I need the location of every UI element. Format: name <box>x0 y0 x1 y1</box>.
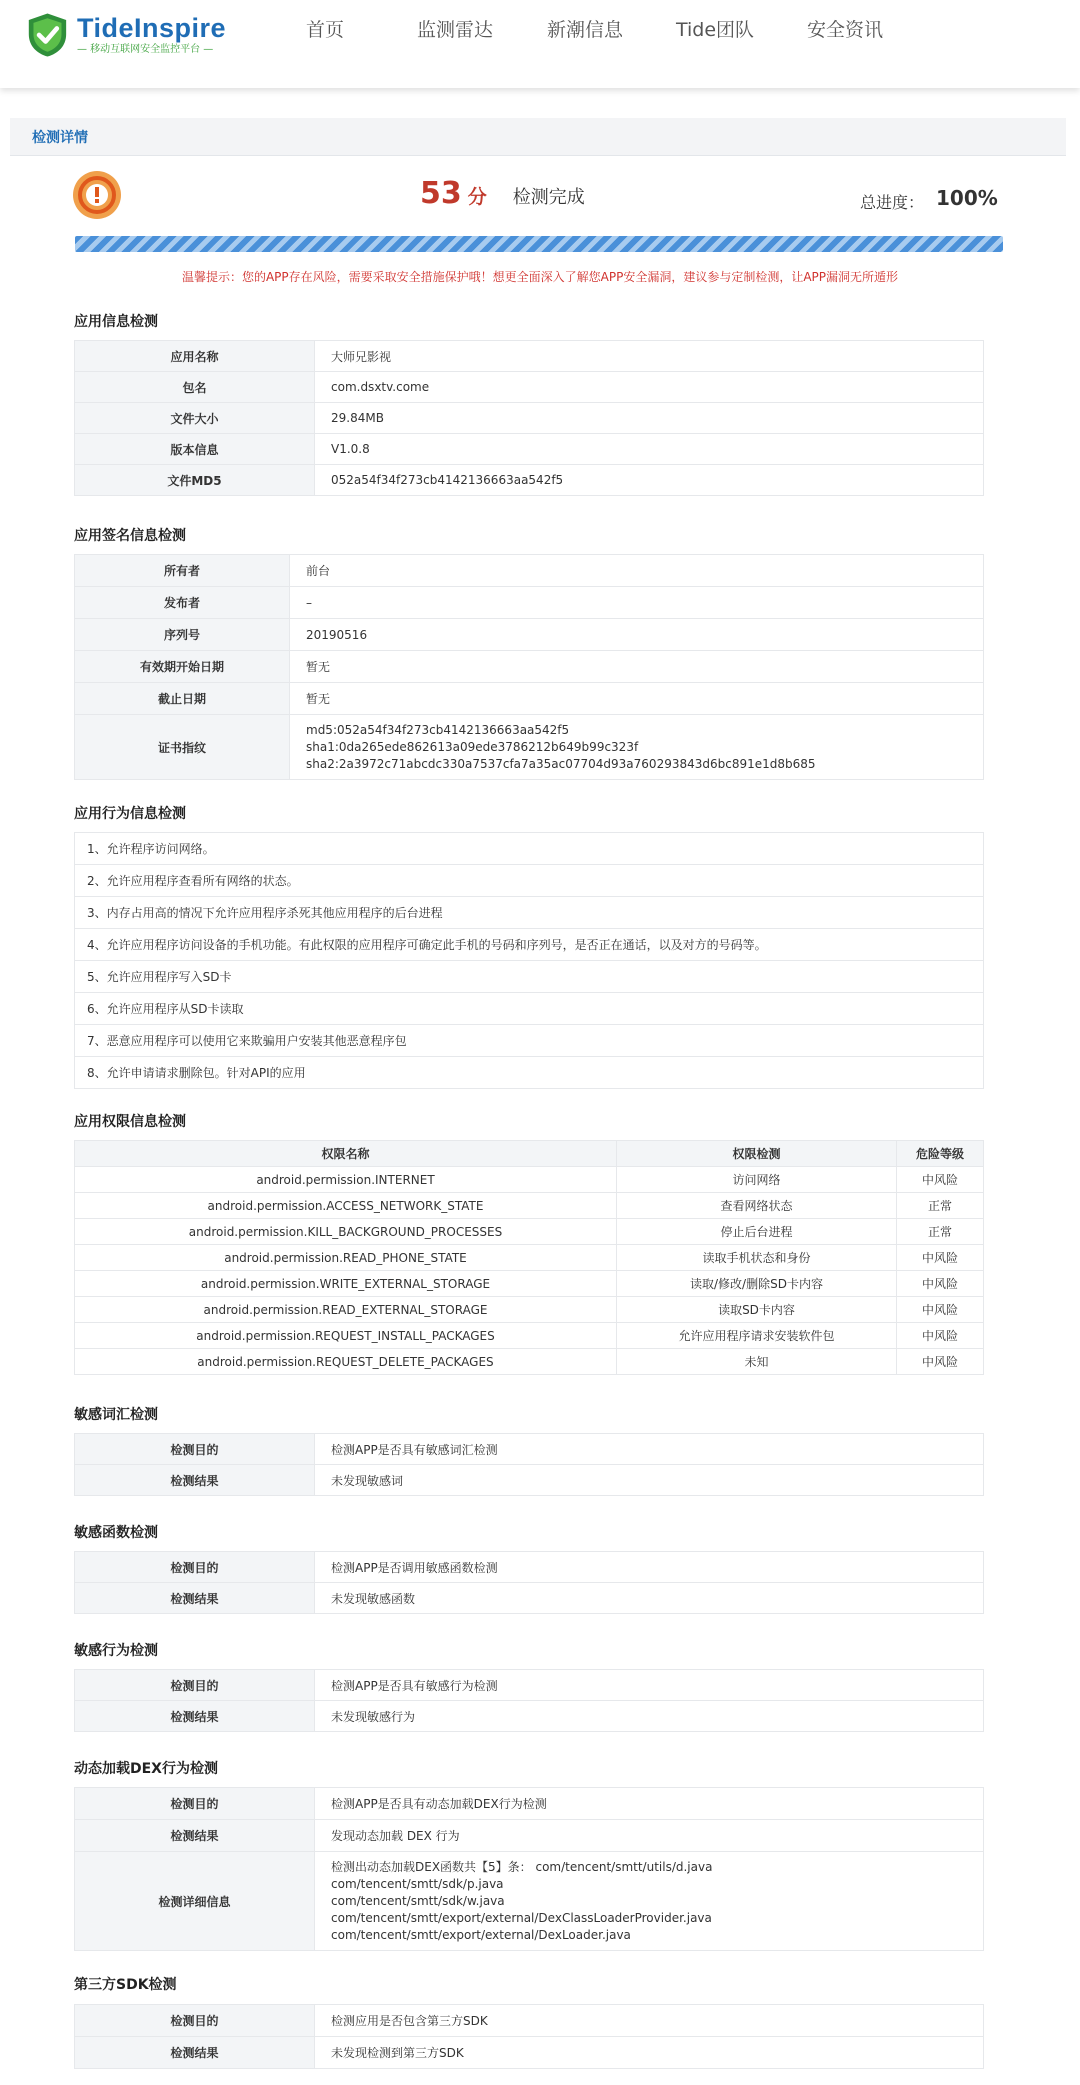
behavior-item: 1、允许程序访问网络。 <box>75 833 984 865</box>
sdk-title: 第三方SDK检测 <box>74 1977 177 1993</box>
behavior-title: 应用行为信息检测 <box>74 806 186 822</box>
sensitive-words-title: 敏感词汇检测 <box>74 1407 158 1423</box>
table-row <box>75 1788 984 1820</box>
sensitive-funcs-title: 敏感函数检测 <box>74 1525 158 1541</box>
cert-sha2: sha2:2a3972c71abcdc330a7537cfa7a35ac07704d93a760293843d6bc891e1d8b685 <box>306 756 816 771</box>
col-header-permission: 权限名称 <box>75 1141 617 1167</box>
behavior-item: 8、允许申请请求删除包。针对API的应用 <box>75 1057 984 1089</box>
behavior-item: 6、允许应用程序从SD卡读取 <box>75 993 984 1025</box>
table-row <box>75 434 984 465</box>
table-row <box>75 619 984 651</box>
row-key: 截止日期 <box>75 683 290 715</box>
table-row <box>75 1167 984 1193</box>
score-unit: 分 <box>467 186 487 208</box>
row-key: 检测结果 <box>75 1583 315 1614</box>
permission-name: android.permission.REQUEST_DELETE_PACKAGES <box>75 1349 617 1375</box>
score-value: 53 <box>420 176 462 211</box>
row-value: 未发现敏感行为 <box>315 1701 984 1732</box>
cert-md5: md5:052a54f34f273cb4142136663aa542f5 <box>306 722 570 737</box>
row-key: 证书指纹 <box>75 715 290 780</box>
permission-check: 查看网络状态 <box>617 1193 897 1219</box>
row-key: 检测目的 <box>75 1552 315 1583</box>
risk-level: 正常 <box>897 1219 984 1245</box>
row-key: 有效期开始日期 <box>75 651 290 683</box>
risk-level: 中风险 <box>897 1245 984 1271</box>
dex-title: 动态加载DEX行为检测 <box>74 1761 218 1777</box>
dex-detail <box>315 1852 984 1951</box>
row-value: – <box>290 587 984 619</box>
row-key: 发布者 <box>75 587 290 619</box>
row-key: 所有者 <box>75 555 290 587</box>
row-value: 20190516 <box>290 619 984 651</box>
table-row <box>75 1465 984 1496</box>
score-display <box>420 176 585 216</box>
row-value: 未发现检测到第三方SDK <box>315 2037 984 2069</box>
risk-level: 中风险 <box>897 1297 984 1323</box>
progress-fill <box>75 236 1003 252</box>
permission-check: 未知 <box>617 1349 897 1375</box>
table-row <box>75 1701 984 1732</box>
row-value: 检测APP是否具有动态加载DEX行为检测 <box>315 1788 984 1820</box>
row-key: 检测结果 <box>75 1465 315 1496</box>
table-row <box>75 683 984 715</box>
risk-level: 中风险 <box>897 1167 984 1193</box>
shield-check-icon <box>26 10 69 60</box>
table-row <box>75 465 984 496</box>
dex-detail-line: com/tencent/smtt/sdk/w.java <box>331 1893 505 1908</box>
sdk-table <box>74 2004 984 2069</box>
table-row <box>75 2005 984 2037</box>
list-item <box>75 865 984 897</box>
permission-name: android.permission.ACCESS_NETWORK_STATE <box>75 1193 617 1219</box>
behavior-table <box>74 832 984 1089</box>
table-row <box>75 651 984 683</box>
risk-level: 正常 <box>897 1193 984 1219</box>
row-value: 052a54f34f273cb4142136663aa542f5 <box>315 465 984 496</box>
table-row <box>75 341 984 372</box>
risk-level: 中风险 <box>897 1349 984 1375</box>
table-row <box>75 1323 984 1349</box>
cert-sha1: sha1:0da265ede862613a09ede3786212b649b99c323f <box>306 739 639 754</box>
dex-table <box>74 1787 984 1951</box>
row-value: 前台 <box>290 555 984 587</box>
table-row <box>75 1245 984 1271</box>
row-value: 暂无 <box>290 683 984 715</box>
logo-subtitle: — 移动互联网安全监控平台 — <box>76 44 214 55</box>
row-value: 检测APP是否具有敏感行为检测 <box>315 1670 984 1701</box>
behavior-item: 2、允许应用程序查看所有网络的状态。 <box>75 865 984 897</box>
table-row <box>75 1271 984 1297</box>
behavior-item: 3、内存占用高的情况下允许应用程序杀死其他应用程序的后台进程 <box>75 897 984 929</box>
section-title: 检测详情 <box>32 130 88 146</box>
row-key: 应用名称 <box>75 341 315 372</box>
permission-name: android.permission.KILL_BACKGROUND_PROCESSES <box>75 1219 617 1245</box>
table-row <box>75 587 984 619</box>
row-key: 检测结果 <box>75 1701 315 1732</box>
list-item <box>75 833 984 865</box>
dex-detail-line: com/tencent/smtt/sdk/p.java <box>331 1876 504 1891</box>
table-row <box>75 555 984 587</box>
dex-detail-line: com/tencent/smtt/export/external/DexLoader.java <box>331 1927 631 1942</box>
site-logo[interactable] <box>26 8 226 62</box>
row-key: 检测目的 <box>75 2005 315 2037</box>
permission-name: android.permission.INTERNET <box>75 1167 617 1193</box>
table-row <box>75 1820 984 1852</box>
dex-detail-line: com/tencent/smtt/export/external/DexClassLoaderProvider.java <box>331 1910 712 1925</box>
section-header <box>10 118 1066 156</box>
sensitive-behav-title: 敏感行为检测 <box>74 1643 158 1659</box>
permission-name: android.permission.REQUEST_INSTALL_PACKAGES <box>75 1323 617 1349</box>
permission-check: 读取/修改/删除SD卡内容 <box>617 1271 897 1297</box>
row-key: 包名 <box>75 372 315 403</box>
list-item <box>75 961 984 993</box>
list-item <box>75 1057 984 1089</box>
permissions-table <box>74 1140 984 1375</box>
nav-news[interactable]: 新潮信息 <box>546 19 623 41</box>
table-row <box>75 1297 984 1323</box>
col-header-check: 权限检测 <box>617 1141 897 1167</box>
row-value: V1.0.8 <box>315 434 984 465</box>
row-value: 检测APP是否具有敏感词汇检测 <box>315 1434 984 1465</box>
table-row <box>75 403 984 434</box>
row-key: 版本信息 <box>75 434 315 465</box>
sensitive-words-table <box>74 1433 984 1496</box>
row-key: 检测目的 <box>75 1670 315 1701</box>
table-row <box>75 1349 984 1375</box>
permission-check: 允许应用程序请求安装软件包 <box>617 1323 897 1349</box>
table-row <box>75 1434 984 1465</box>
permission-name: android.permission.WRITE_EXTERNAL_STORAGE <box>75 1271 617 1297</box>
table-row <box>75 1219 984 1245</box>
dex-detail-line: 检测出动态加载DEX函数共【5】条： com/tencent/smtt/utils/d.java <box>331 1859 713 1874</box>
app-info-table <box>74 340 984 496</box>
row-value: 29.84MB <box>315 403 984 434</box>
row-key: 文件MD5 <box>75 465 315 496</box>
row-value: 发现动态加载 DEX 行为 <box>315 1820 984 1852</box>
permission-check: 访问网络 <box>617 1167 897 1193</box>
nav-radar[interactable]: 监测雷达 <box>416 19 493 41</box>
nav-security-news[interactable]: 安全资讯 <box>806 19 883 41</box>
table-row <box>75 372 984 403</box>
permission-check: 读取手机状态和身份 <box>617 1245 897 1271</box>
nav-home[interactable]: 首页 <box>305 19 344 41</box>
app-info-title: 应用信息检测 <box>74 314 158 330</box>
progress-value: 100% <box>936 186 998 210</box>
row-value: 检测APP是否调用敏感函数检测 <box>315 1552 984 1583</box>
sign-info-title: 应用签名信息检测 <box>74 528 186 544</box>
list-item <box>75 897 984 929</box>
row-key: 文件大小 <box>75 403 315 434</box>
permission-check: 读取SD卡内容 <box>617 1297 897 1323</box>
permission-check: 停止后台进程 <box>617 1219 897 1245</box>
behavior-item: 7、恶意应用程序可以使用它来欺骗用户安装其他恶意程序包 <box>75 1025 984 1057</box>
progress-bar <box>75 236 1003 252</box>
table-row <box>75 2037 984 2069</box>
table-row <box>75 1670 984 1701</box>
row-value: 未发现敏感函数 <box>315 1583 984 1614</box>
col-header-risk: 危险等级 <box>897 1141 984 1167</box>
permission-name: android.permission.READ_EXTERNAL_STORAGE <box>75 1297 617 1323</box>
cert-fingerprint <box>290 715 984 780</box>
behavior-item: 5、允许应用程序写入SD卡 <box>75 961 984 993</box>
table-row <box>75 1583 984 1614</box>
list-item <box>75 1025 984 1057</box>
sensitive-funcs-table <box>74 1551 984 1614</box>
row-value: 暂无 <box>290 651 984 683</box>
row-key: 检测目的 <box>75 1788 315 1820</box>
table-row <box>75 1852 984 1951</box>
warning-icon <box>72 170 122 220</box>
row-key: 检测目的 <box>75 1434 315 1465</box>
risk-level: 中风险 <box>897 1271 984 1297</box>
sign-info-table <box>74 554 984 780</box>
table-row <box>75 715 984 780</box>
row-key: 检测结果 <box>75 2037 315 2069</box>
behavior-item: 4、允许应用程序访问设备的手机功能。有此权限的应用程序可确定此手机的号码和序列号，是否正在通话，以及对方的号码等。 <box>75 929 984 961</box>
row-value: 大师兄影视 <box>315 341 984 372</box>
progress-label: 总进度： <box>860 193 925 212</box>
risk-level: 中风险 <box>897 1323 984 1349</box>
list-item <box>75 929 984 961</box>
main-nav <box>260 16 910 44</box>
permission-name: android.permission.READ_PHONE_STATE <box>75 1245 617 1271</box>
table-header-row <box>75 1141 984 1167</box>
row-key: 检测详细信息 <box>75 1852 315 1951</box>
risk-warning: 温馨提示：您的APP存在风险，需要采取安全措施保护哦！想更全面深入了解您APP安全漏洞，建议参与定制检测，让APP漏洞无所遁形 <box>181 270 899 284</box>
scan-status: 检测完成 <box>512 187 585 208</box>
row-key: 序列号 <box>75 619 290 651</box>
logo-name: TideInspire <box>76 13 226 43</box>
permissions-title: 应用权限信息检测 <box>74 1114 186 1130</box>
row-value: 未发现敏感词 <box>315 1465 984 1496</box>
row-value: com.dsxtv.come <box>315 372 984 403</box>
sensitive-behav-table <box>74 1669 984 1732</box>
top-header <box>0 0 1080 88</box>
table-row <box>75 1193 984 1219</box>
list-item <box>75 993 984 1025</box>
nav-team[interactable]: Tide团队 <box>675 19 755 41</box>
row-value: 检测应用是否包含第三方SDK <box>315 2005 984 2037</box>
table-row <box>75 1552 984 1583</box>
row-key: 检测结果 <box>75 1820 315 1852</box>
